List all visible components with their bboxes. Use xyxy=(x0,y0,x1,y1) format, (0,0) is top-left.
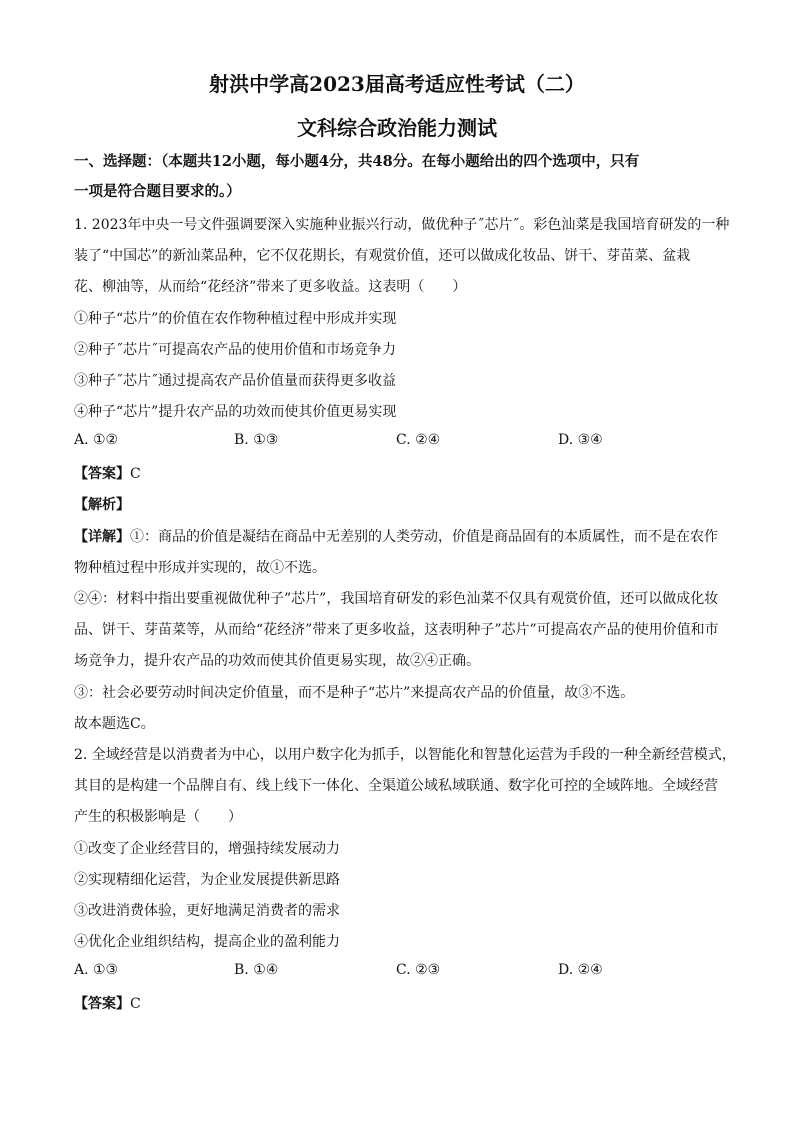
q1-statement-3: ③种子˝芯片˝通过提高农产品价值量而获得更多收益 xyxy=(74,373,396,389)
q1-statement-2: ②种子˝芯片˝可提高农产品的使用价值和市场竞争力 xyxy=(74,342,396,358)
q1-detail-line7: 故本题选C。 xyxy=(74,716,155,732)
q1-detail-line3: ②④：材料中指出要重视做优种子”芯片”，我国培育研发的彩色汕菜不仅具有观赏价值，还可以做成化妆 xyxy=(74,591,719,607)
q1-option-c: C. ②④ xyxy=(396,432,441,448)
q1-detail-line5: 场竞争力，提升农产品的功效而使其价值更易实现，故②④正确。 xyxy=(74,653,480,669)
q2-option-a: A. ①③ xyxy=(74,962,119,978)
q2-statement-2: ②实现精细化运营，为企业发展提供新思路 xyxy=(74,872,340,888)
q1-detail-line2: 物种植过程中形成并实现的，故①不选。 xyxy=(74,560,326,576)
q1-stem-line1: 1. 2023年中央一号文件强调要深入实施种业振兴行动，做优种子˝芯片˝。彩色汕菜是我国培育研发的一种 xyxy=(74,217,730,233)
q1-statement-1: ①种子“芯片”的价值在农作物种植过程中形成并实现 xyxy=(74,311,397,327)
section-heading-line1: 一、选择题：（本题共12小题，每小题4分，共48分。在每小题给出的四个选项中，只有 xyxy=(74,153,640,170)
q2-stem-line2: 其目的是构建一个品牌自有、线上线下一体化、全渠道公域私域联通、数字化可控的全域阵地。全域经营 xyxy=(74,778,718,794)
q1-answer-label: 【答案】 xyxy=(74,466,130,482)
q1-option-d: D. ③④ xyxy=(558,432,603,448)
q2-stem-line3: 产生的积极影响是（ ） xyxy=(74,809,242,825)
q1-detail-text1: ①：商品的价值是凝结在商品中无差别的人类劳动，价值是商品固有的本质属性，而不是在农作 xyxy=(130,529,718,545)
q2-answer xyxy=(74,993,734,1013)
exam-subtitle: 文科综合政治能力测试 xyxy=(297,116,497,140)
q1-answer xyxy=(74,463,734,483)
q1-answer-value: C xyxy=(130,466,141,482)
q2-statement-4: ④优化企业组织结构，提高企业的盈利能力 xyxy=(74,934,340,950)
q2-option-c: C. ②③ xyxy=(396,962,441,978)
q1-option-a: A. ①② xyxy=(74,432,119,448)
q1-detail-line6: ③：社会必要劳动时间决定价值量，而不是种子“芯片”来提高农产品的价值量，故③不选。 xyxy=(74,685,635,701)
q2-option-d: D. ②④ xyxy=(558,962,603,978)
q2-option-b: B. ①④ xyxy=(234,962,279,978)
q2-statement-3: ③改进消费体验，更好地满足消费者的需求 xyxy=(74,903,340,919)
q2-answer-value: C xyxy=(130,996,141,1012)
q2-statement-1: ①改变了企业经营目的，增强持续发展动力 xyxy=(74,841,340,857)
q1-detail-line4: 品、饼干、芽苗菜等，从而给“花经济”带来了更多收益，这表明种子”芯片”可提高农产品的使用价值和市 xyxy=(74,622,719,638)
q1-detail-label: 【详解】 xyxy=(74,529,130,545)
q1-statement-4: ④种子“芯片”提升农产品的功效而使其价值更易实现 xyxy=(74,404,397,420)
q1-detail-line1 xyxy=(74,526,734,546)
q1-option-b: B. ①③ xyxy=(234,432,279,448)
q1-analysis-label: 【解析】 xyxy=(74,497,130,513)
q1-stem-line3: 花、柳油等，从而给“花经济”带来了更多收益。这表明（ ） xyxy=(74,279,467,295)
exam-title: 射洪中学高2023届高考适应性考试（二） xyxy=(209,72,585,96)
section-heading-line2: 一项是符合题目要求的。） xyxy=(74,183,241,200)
q1-stem-line2: 装了“中国芯”的新汕菜品种，它不仅花期长，有观赏价值，还可以做成化妆品、饼干、芽苗菜、盆栽 xyxy=(74,248,691,264)
q2-stem-line1: 2. 全域经营是以消费者为中心，以用户数字化为抓手，以智能化和智慧化运营为手段的一种全新经营模式， xyxy=(74,747,736,763)
q2-answer-label: 【答案】 xyxy=(74,996,130,1012)
